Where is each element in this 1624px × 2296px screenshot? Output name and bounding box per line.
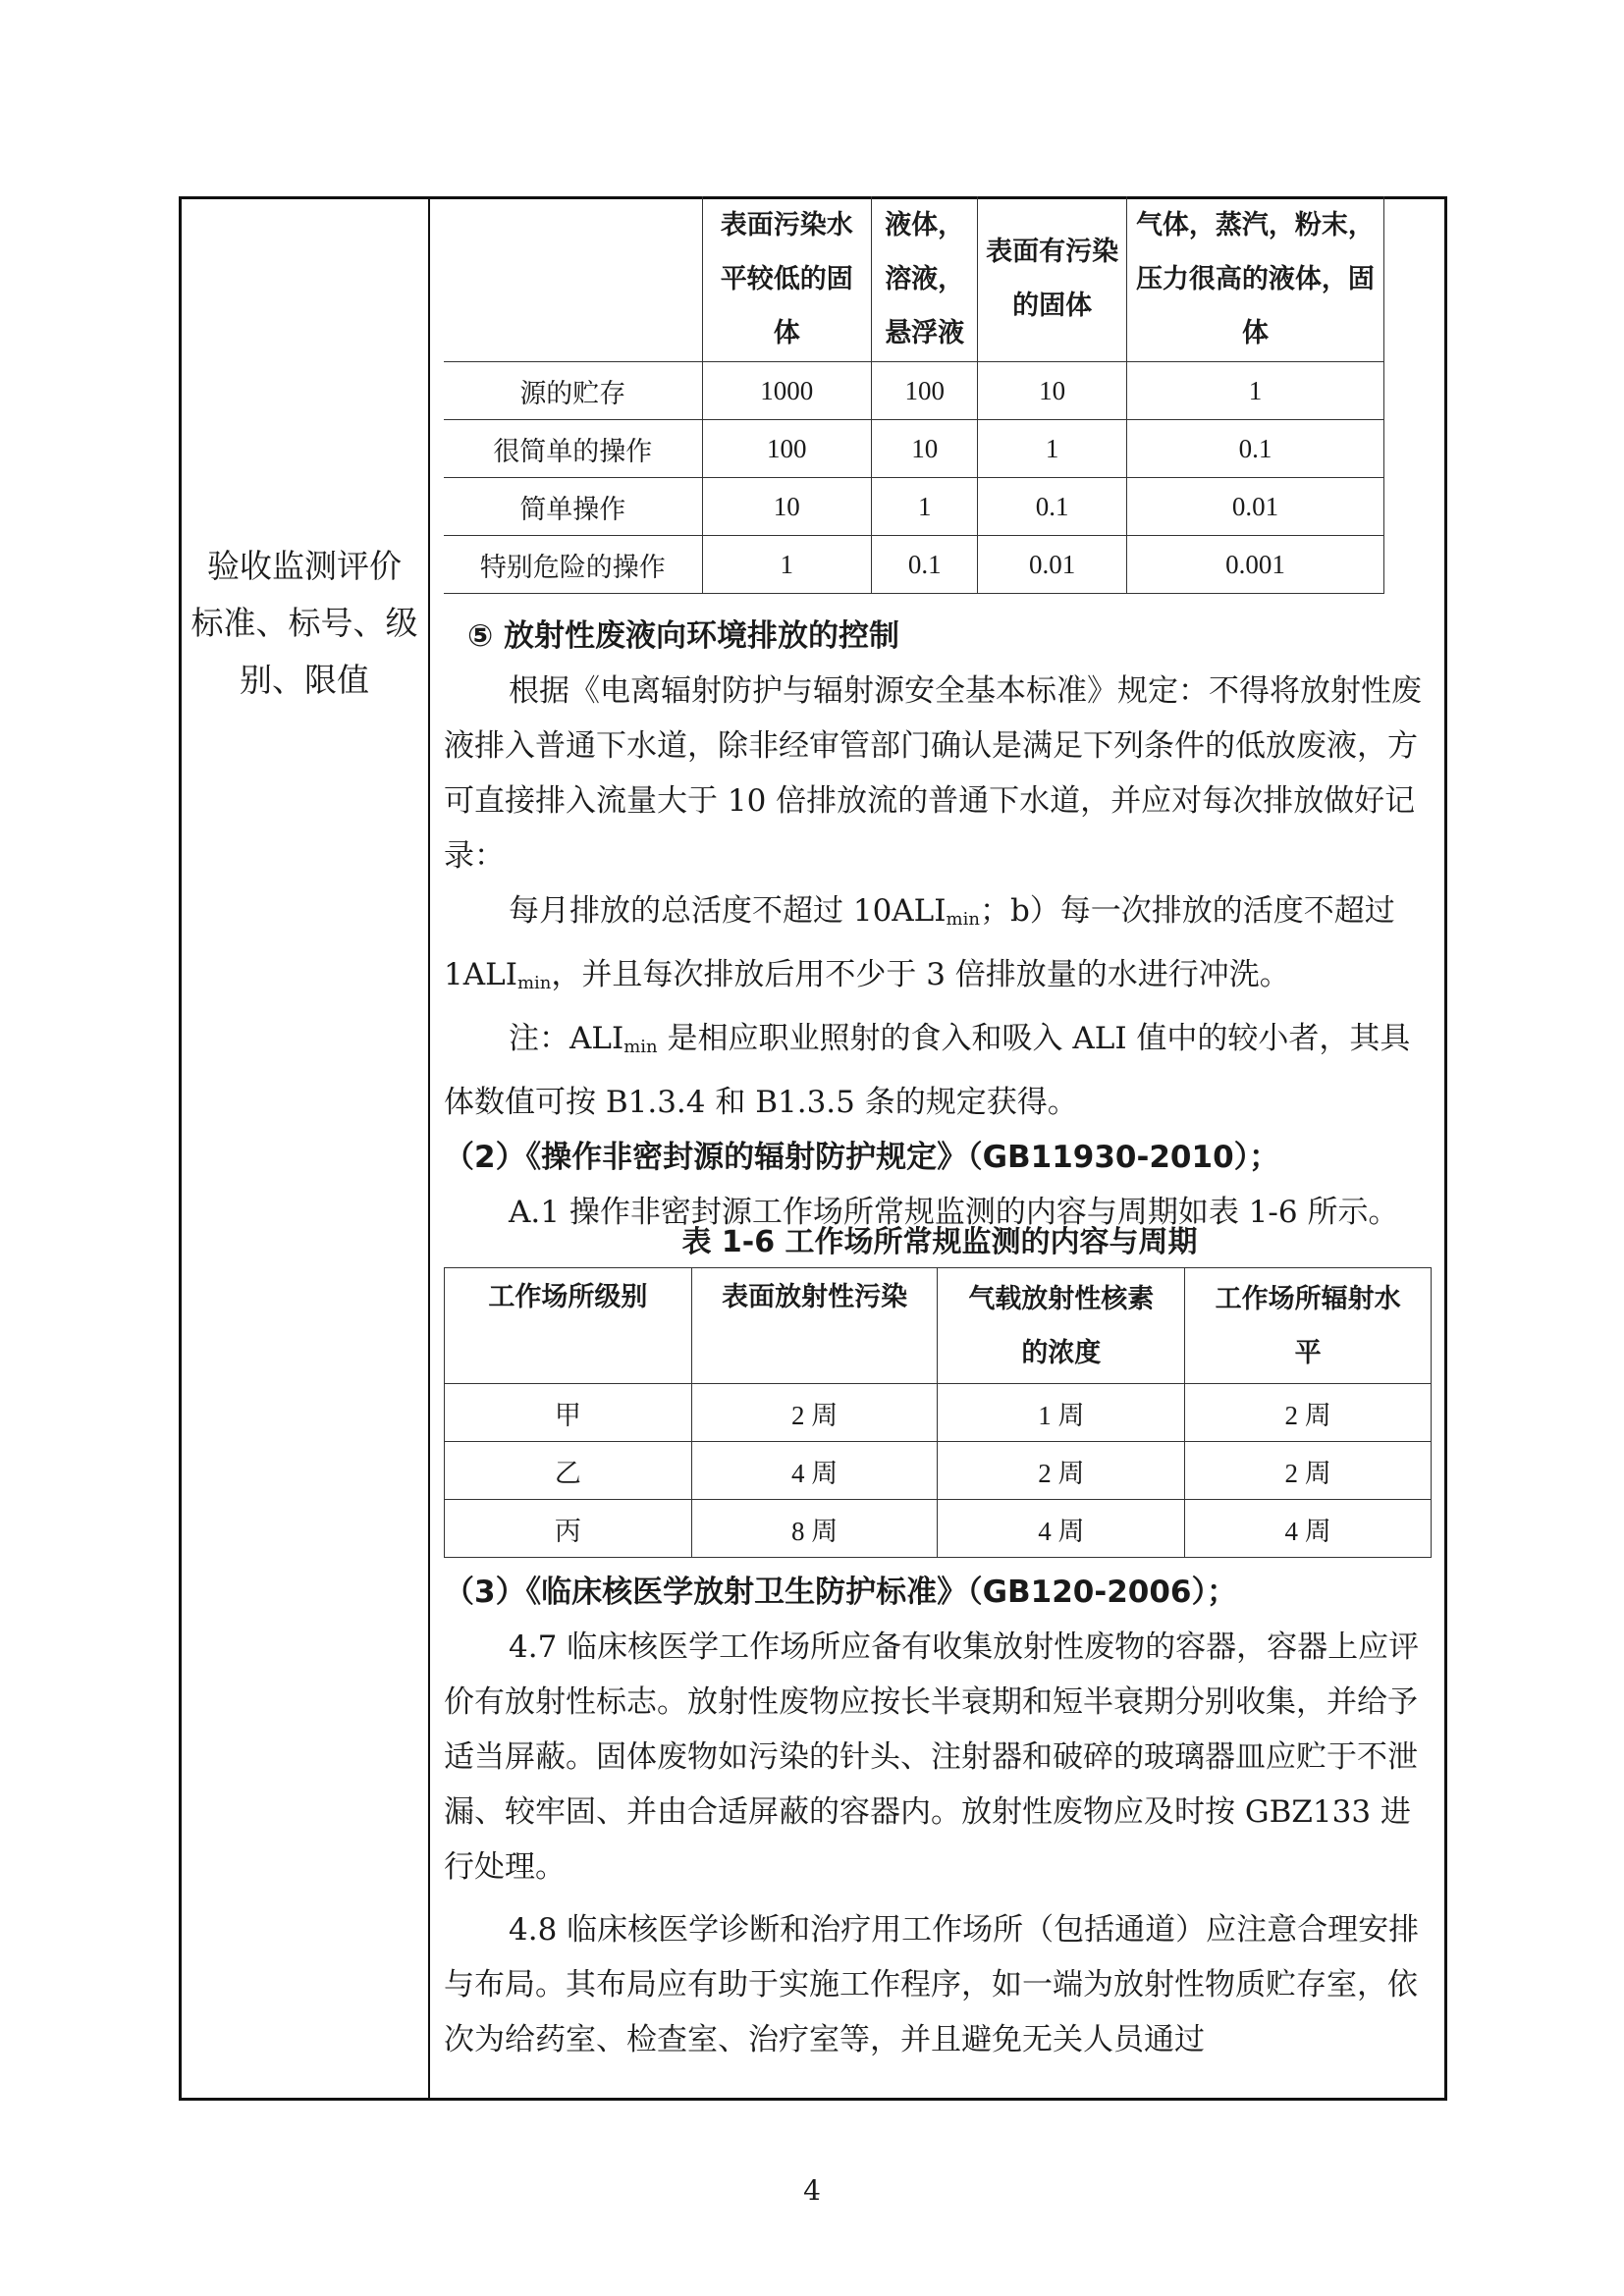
table-row [445, 1442, 1432, 1500]
table-header-cell: 气体，蒸汽，粉末，压力很高的液体，固体 [1126, 196, 1383, 362]
table-cell: 2 周 [1185, 1442, 1432, 1500]
row-label-line: 验收监测评价 [207, 547, 402, 585]
table-cell: 1 [1126, 362, 1383, 420]
standard-heading: （2）《操作非密封源的辐射防护规定》（GB11930-2010）； [444, 1140, 1280, 1175]
table-cell: 0.1 [1126, 420, 1383, 478]
table-cell: 1 [871, 478, 978, 536]
table-cell: 1000 [702, 362, 871, 420]
table-header-cell: 表面污染水平较低的固体 [702, 196, 871, 362]
table-caption: 表 1-6 工作场所常规监测的内容与周期 [681, 1225, 1198, 1259]
table-cell: 8 周 [691, 1500, 938, 1558]
column-divider [428, 196, 430, 2101]
table-header-row [444, 196, 1384, 362]
paragraph: 4.8 临床核医学诊断和治疗用工作场所（包括通道）应注意合理安排与布局。其布局应有助于实施工作程序，如一端为放射性物质贮存室，依次为给药室、检查室、治疗室等，并且避免无关人员通过 [444, 1912, 1420, 2057]
table-cell: 简单操作 [444, 478, 702, 536]
table-cell: 很简单的操作 [444, 420, 702, 478]
table-row [444, 362, 1384, 420]
table-cell: 1 [702, 536, 871, 594]
table-cell: 0.1 [871, 536, 978, 594]
table-cell: 2 周 [691, 1384, 938, 1442]
paragraph [444, 883, 1435, 1011]
text-span: 注：ALI [509, 1021, 624, 1056]
table-row [445, 1384, 1432, 1442]
text-span: ；b）每一次排放的活度不超过 1ALI [444, 893, 1395, 992]
page-number: 4 [803, 2174, 821, 2207]
table-cell: 乙 [445, 1442, 692, 1500]
row-label-line: 别、限值 [240, 661, 369, 699]
table-header-row [445, 1268, 1432, 1384]
table-cell: 0.001 [1126, 536, 1383, 594]
table-cell: 1 [978, 420, 1126, 478]
table-cell: 0.01 [978, 536, 1126, 594]
table-header-cell: 表面放射性污染 [691, 1268, 938, 1384]
text-span: ，并且每次排放后用不少于 3 倍排放量的水进行冲洗。 [551, 957, 1290, 992]
table-cell: 特别危险的操作 [444, 536, 702, 594]
note-paragraph [444, 1011, 1435, 1130]
monitoring-cycle-table [444, 1267, 1432, 1558]
table-header-cell: 液体，溶液，悬浮液 [871, 196, 978, 362]
table-cell: 2 周 [1185, 1384, 1432, 1442]
table-row [445, 1500, 1432, 1558]
table-cell: 10 [978, 362, 1126, 420]
paragraph: 4.7 临床核医学工作场所应备有收集放射性废物的容器，容器上应评价有放射性标志。放射性废物应按长半衰期和短半衰期分别收集，并给予适当屏蔽。固体废物如污染的针头、注射器和破碎的玻璃器皿应贮于不泄漏、较牢固、并由合适屏蔽的容器内。放射性废物应及时按 GBZ133 进行处理。 [444, 1629, 1420, 1885]
row-label-line: 标准、标号、级 [190, 604, 418, 642]
section-heading: ⑤ 放射性废液向环境排放的控制 [467, 618, 900, 654]
table-header-cell: 气载放射性核素的浓度 [938, 1268, 1185, 1384]
subscript: min [946, 909, 980, 930]
table-cell: 0.01 [1126, 478, 1383, 536]
table-row [444, 420, 1384, 478]
table-cell: 2 周 [938, 1442, 1185, 1500]
table-row [444, 478, 1384, 536]
subscript: min [516, 973, 552, 993]
table-row [444, 536, 1384, 594]
table-cell: 1 周 [938, 1384, 1185, 1442]
standard-heading: （3）《临床核医学放射卫生防护标准》（GB120-2006）； [444, 1575, 1237, 1610]
table-cell: 4 周 [1185, 1500, 1432, 1558]
paragraph: A.1 操作非密封源工作场所常规监测的内容与周期如表 1-6 所示。 [509, 1195, 1399, 1230]
table-cell: 10 [702, 478, 871, 536]
table-cell: 源的贮存 [444, 362, 702, 420]
table-header-cell: 工作场所辐射水平 [1185, 1268, 1432, 1384]
section-body-2 [444, 1565, 1435, 2067]
row-label [182, 538, 427, 709]
activity-limit-table [444, 196, 1384, 594]
table-header-cell [444, 196, 702, 362]
table-cell: 4 周 [938, 1500, 1185, 1558]
section-body [444, 609, 1435, 1240]
text-span: 每月排放的总活度不超过 10ALI [509, 893, 947, 929]
text-span: 是相应职业照射的食入和吸入 ALI 值中的较小者，其具体数值可按 B1.3.4 和 B1.3.5 条的规定获得。 [444, 1021, 1411, 1120]
table-cell: 丙 [445, 1500, 692, 1558]
table-cell: 100 [871, 362, 978, 420]
table-cell: 0.1 [978, 478, 1126, 536]
table-cell: 甲 [445, 1384, 692, 1442]
paragraph: 根据《电离辐射防护与辐射源安全基本标准》规定：不得将放射性废液排入普通下水道，除非经审管部门确认是满足下列条件的低放废液，方可直接排入流量大于 10 倍排放流的普通下水道，并应对每次排放做好记录： [444, 673, 1422, 874]
subscript: min [623, 1037, 658, 1057]
table-header-cell: 工作场所级别 [445, 1268, 692, 1384]
table-cell: 10 [871, 420, 978, 478]
table-cell: 100 [702, 420, 871, 478]
table-header-cell: 表面有污染的固体 [978, 196, 1126, 362]
table-cell: 4 周 [691, 1442, 938, 1500]
